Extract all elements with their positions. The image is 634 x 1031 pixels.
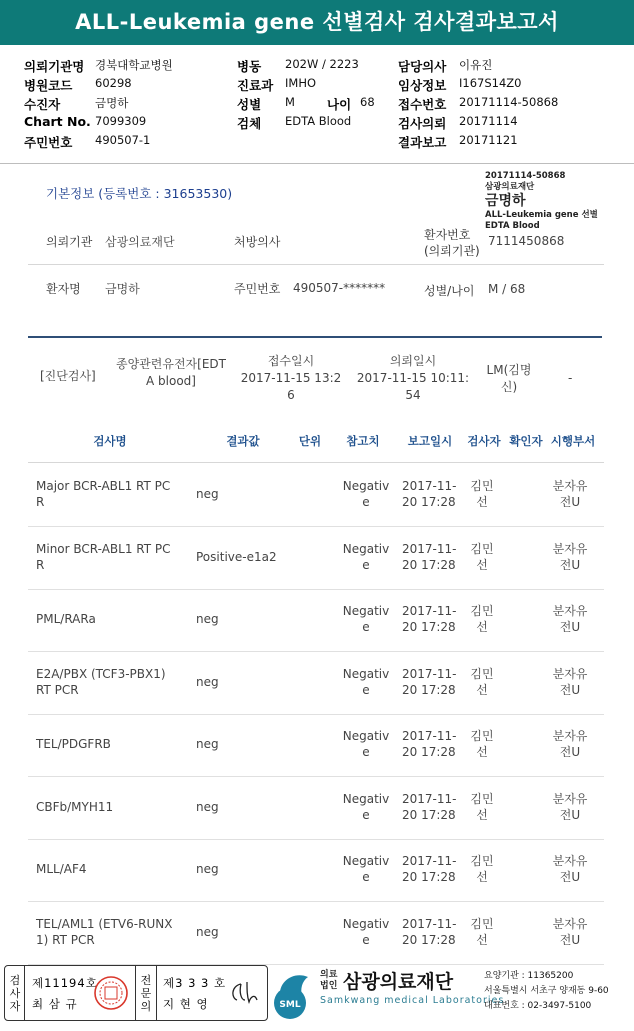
report-time-line: 20 17:28	[402, 495, 456, 509]
result-value-line: neg	[196, 674, 219, 689]
test-name	[36, 541, 186, 573]
report-time	[402, 541, 458, 573]
tester-name	[470, 853, 494, 885]
header-value: 202W / 2223	[285, 57, 359, 71]
sex-age-label: 성별/나이	[424, 284, 475, 298]
header-label: 진료과	[237, 78, 274, 93]
tester-name-line: 김민	[470, 729, 494, 743]
test-name-line: CBFb/MYH11	[36, 799, 114, 814]
diag-test	[116, 356, 226, 390]
reference-value-line: e	[362, 870, 370, 884]
department	[550, 478, 590, 510]
tester-name-line: 김민	[470, 604, 494, 618]
department-line: 전U	[559, 870, 581, 884]
signature-icon	[227, 978, 263, 1008]
tester-name	[470, 916, 494, 948]
header-label: 병동	[237, 59, 262, 74]
header-value: EDTA Blood	[285, 114, 352, 128]
result-value	[196, 799, 219, 815]
department-line: 분자유	[552, 541, 588, 556]
header-label: 검사의뢰	[398, 116, 447, 131]
department-line: 전U	[559, 807, 581, 822]
sex-age-value: M / 68	[488, 282, 526, 296]
report-time-line: 2017-11-	[402, 729, 457, 743]
tester-name-line: 선	[476, 932, 488, 947]
header-label: 성별	[237, 97, 262, 112]
department-line: 전U	[559, 557, 581, 572]
verifier-license: 제3 3 3 호	[163, 976, 227, 990]
report-time-line: 2017-11-	[402, 916, 457, 931]
reference-value	[342, 541, 390, 573]
department	[550, 853, 590, 885]
reference-value-line: e	[362, 932, 370, 947]
department	[550, 666, 590, 698]
result-value-line: neg	[196, 862, 219, 876]
table-row	[0, 590, 634, 652]
label-specimen: EDTA Blood	[485, 221, 540, 231]
reference-value-line: e	[362, 682, 370, 697]
header-label: 나이	[327, 97, 352, 112]
report-header	[0, 48, 634, 168]
diag-received	[239, 353, 343, 404]
divider	[24, 966, 25, 1020]
header-label: 주민번호	[24, 135, 73, 150]
department-line: 분자유	[552, 854, 588, 868]
test-name-line: RT PCR	[36, 682, 79, 697]
tester-name-line: 선	[476, 682, 488, 697]
tester-name-line: 선	[476, 495, 488, 509]
diag-requested-line: 2017-11-15 10:11:	[356, 371, 470, 385]
patient-no-value: 7111450868	[488, 234, 565, 248]
department-line: 전U	[559, 932, 581, 947]
report-time-line: 20 17:28	[402, 682, 456, 697]
header-value: 이유진	[459, 58, 493, 72]
report-time-line: 2017-11-	[402, 854, 457, 868]
result-value	[196, 736, 219, 752]
header-divider	[0, 163, 634, 164]
header-value: 20171114-50868	[459, 95, 559, 109]
org-type-line: 의료	[320, 970, 338, 980]
result-value-line: Positive-e1a2	[196, 549, 277, 564]
diag-reporter	[482, 362, 536, 396]
result-value	[196, 924, 219, 940]
reference-value-line: e	[362, 807, 370, 822]
divider	[28, 264, 604, 265]
header-value: 20171114	[459, 114, 518, 128]
col-verifier: 확인자	[509, 434, 543, 448]
table-row	[0, 653, 634, 715]
tester-name-line: 선	[476, 745, 488, 759]
report-time-line: 20 17:28	[402, 932, 456, 947]
reference-value-line: Negativ	[342, 604, 390, 618]
tester-name	[470, 603, 494, 635]
divider	[135, 966, 136, 1020]
tester-name	[470, 791, 494, 823]
header-label: 검체	[237, 116, 262, 131]
header-label: 접수번호	[398, 97, 447, 112]
label-receipt-no: 20171114-50868	[485, 171, 566, 181]
department-line: 전U	[559, 745, 581, 759]
header-label: 임상정보	[398, 78, 447, 93]
reference-value-line: Negativ	[342, 916, 390, 931]
sml-logo-icon	[272, 967, 318, 1021]
divider	[156, 966, 157, 1020]
department-line: 전U	[559, 495, 581, 509]
header-value: 20171121	[459, 133, 518, 147]
tester-name-line: 김민	[470, 541, 494, 556]
reference-value	[342, 728, 390, 760]
header-value: I167S14Z0	[459, 76, 522, 90]
diag-dash: -	[568, 371, 573, 385]
result-value-line: neg	[196, 924, 219, 939]
tester-name-line: 선	[476, 870, 488, 884]
col-tester: 검사자	[467, 434, 501, 448]
report-time-line: 20 17:28	[402, 807, 456, 822]
department-line: 전U	[559, 682, 581, 697]
diag-received-line: 6	[287, 388, 295, 402]
col-report-time: 보고일시	[407, 434, 453, 448]
header-value: 60298	[95, 76, 132, 90]
reference-value-line: e	[362, 495, 370, 509]
department	[550, 728, 590, 760]
tester-vertical-label	[8, 974, 22, 1013]
patient-no-label-2: (의뢰기관)	[424, 244, 480, 258]
test-name	[36, 478, 186, 510]
report-time-line: 2017-11-	[402, 541, 457, 556]
test-name-line: PML/RARa	[36, 612, 96, 626]
patient-no-label: 환자번호	[424, 228, 471, 242]
patient-label: 환자명	[46, 282, 81, 296]
tester-name-line: 김민	[470, 791, 494, 806]
tester-name	[470, 666, 494, 698]
header-value: 490507-1	[95, 133, 151, 147]
report-time-line: 2017-11-	[402, 666, 457, 681]
department-line: 분자유	[552, 916, 588, 931]
department	[550, 791, 590, 823]
tester-name-line: 선	[476, 807, 488, 822]
col-result: 결과값	[226, 434, 260, 448]
org-type-line: 법인	[320, 981, 338, 991]
test-name-line: Major BCR-ABL1 RT PC	[36, 479, 171, 493]
report-time-line: 20 17:28	[402, 870, 456, 884]
report-title: ALL-Leukemia gene 선별검사 검사결과보고서	[0, 0, 634, 45]
basic-info-title: 기본정보 (등록번호 : 31653530)	[46, 186, 233, 201]
vertical-char: 검사자	[9, 974, 21, 1013]
result-value-line: neg	[196, 487, 219, 501]
header-label: Chart No.	[24, 114, 91, 129]
reference-value	[342, 853, 390, 885]
department	[550, 916, 590, 948]
test-name-line: E2A/PBX (TCF3-PBX1)	[36, 666, 166, 681]
diag-category: [진단검사]	[40, 369, 96, 383]
reference-value-line: Negativ	[342, 479, 390, 493]
header-label: 의뢰기관명	[24, 59, 85, 74]
reference-value-line: e	[362, 557, 370, 572]
diag-requested-label: 의뢰일시	[389, 354, 437, 368]
report-time-line: 2017-11-	[402, 479, 457, 493]
report-time	[402, 603, 458, 635]
resident-value: 490507-*******	[293, 281, 386, 295]
test-name-line: 1) RT PCR	[36, 932, 95, 947]
header-label: 병원코드	[24, 78, 73, 93]
diag-received-label: 접수일시	[267, 354, 315, 368]
org-type	[320, 970, 337, 992]
test-name-line: Minor BCR-ABL1 RT PC	[36, 541, 171, 556]
tester-name-line: 선	[476, 557, 488, 572]
tester-name-line: 김민	[470, 479, 494, 493]
report-time-line: 20 17:28	[402, 620, 456, 634]
verifier-vertical-label	[139, 974, 153, 1013]
tester-name: 최 삼 규	[32, 997, 78, 1011]
vertical-char: 전문의	[140, 974, 152, 1013]
tester-name-line: 김민	[470, 666, 494, 681]
result-value	[196, 549, 277, 565]
label-test: ALL-Leukemia gene 선별	[485, 210, 598, 220]
patient-value: 금명하	[105, 282, 140, 296]
report-time	[402, 791, 458, 823]
test-name	[36, 736, 186, 752]
result-value	[196, 611, 219, 627]
label-org: 삼광의료재단	[485, 182, 535, 192]
tester-name	[470, 728, 494, 760]
tester-name-line: 김민	[470, 916, 494, 931]
header-label: 결과보고	[398, 135, 447, 150]
diag-requested-line: 54	[405, 388, 421, 402]
table-row	[0, 528, 634, 590]
header-value: 경북대학교병원	[95, 58, 173, 72]
diag-received-line: 2017-11-15 13:2	[240, 371, 342, 385]
table-row	[0, 465, 634, 527]
signature-box	[4, 965, 268, 1021]
reference-value-line: e	[362, 620, 370, 634]
department-line: 전U	[559, 620, 581, 634]
col-dept: 시행부서	[550, 434, 596, 448]
test-name-line: TEL/PDGFRB	[36, 737, 111, 751]
department-line: 분자유	[552, 791, 588, 806]
header-value: 7099309	[95, 114, 147, 128]
result-value	[196, 674, 219, 690]
test-name	[36, 861, 186, 877]
reference-value-line: Negativ	[342, 854, 390, 868]
institution-value: 삼광의료재단	[105, 235, 175, 249]
specimen-label	[485, 171, 634, 232]
test-name-line: R	[36, 495, 45, 509]
result-value-line: neg	[196, 737, 219, 751]
reference-value	[342, 603, 390, 635]
result-value-line: neg	[196, 799, 219, 814]
institution-label: 의뢰기관	[46, 235, 93, 249]
result-value	[196, 861, 219, 877]
table-row	[0, 778, 634, 840]
contact-line: 서울특별시 서초구 양재동 9-60	[484, 986, 609, 996]
table-header-divider	[28, 462, 604, 463]
header-value: 68	[360, 95, 375, 109]
department	[550, 541, 590, 573]
report-time-line: 2017-11-	[402, 791, 457, 806]
header-label: 수진자	[24, 97, 61, 112]
org-english-name: Samkwang medical Laboratories	[320, 995, 505, 1006]
reference-value-line: Negativ	[342, 541, 390, 556]
test-name-line: MLL/AF4	[36, 862, 87, 876]
reference-value-line: Negativ	[342, 791, 390, 806]
reference-value-line: e	[362, 745, 370, 759]
contact-line: 대표번호 : 02-3497-5100	[484, 1001, 592, 1011]
test-name	[36, 799, 186, 815]
sml-text: SML	[279, 1000, 301, 1010]
report-time	[402, 916, 458, 948]
contact-line: 요양기관 : 11365200	[484, 971, 574, 981]
org-contact	[484, 969, 609, 1014]
table-row	[0, 715, 634, 777]
resident-label: 주민번호	[234, 282, 281, 296]
col-reference: 참고치	[346, 434, 380, 448]
verifier-name: 지 현 영	[163, 997, 209, 1011]
col-test: 검사명	[93, 434, 127, 448]
tester-license: 제11194호	[32, 976, 98, 990]
label-patient: 금명하	[485, 193, 526, 209]
tester-name-line: 선	[476, 620, 488, 634]
seal-icon	[93, 975, 129, 1011]
test-name-line: TEL/AML1 (ETV6-RUNX	[36, 916, 173, 931]
test-name	[36, 666, 186, 698]
reference-value-line: Negativ	[342, 666, 390, 681]
reference-value-line: Negativ	[342, 729, 390, 743]
diag-reporter-line: LM(김명	[486, 363, 532, 377]
table-row	[0, 903, 634, 965]
reference-value	[342, 791, 390, 823]
tester-name	[470, 478, 494, 510]
report-time-line: 20 17:28	[402, 557, 456, 572]
diag-test-line: 종양관련유전자[EDT	[116, 357, 226, 371]
section-divider	[28, 336, 602, 338]
report-time	[402, 478, 458, 510]
report-time	[402, 728, 458, 760]
tester-name-line: 김민	[470, 854, 494, 868]
report-time-line: 2017-11-	[402, 604, 457, 618]
col-unit: 단위	[298, 434, 322, 448]
test-name-line: R	[36, 557, 45, 572]
test-name	[36, 916, 186, 948]
header-value: IMHO	[285, 76, 317, 90]
diag-reporter-line: 신)	[500, 380, 518, 394]
header-value: M	[285, 95, 295, 109]
test-name	[36, 611, 186, 627]
result-value	[196, 486, 219, 502]
report-time	[402, 666, 458, 698]
tester-name	[470, 541, 494, 573]
reference-value	[342, 478, 390, 510]
department-line: 분자유	[552, 666, 588, 681]
reference-value	[342, 916, 390, 948]
department-line: 분자유	[552, 604, 588, 618]
header-value: 금명하	[95, 96, 129, 110]
header-label: 담당의사	[398, 59, 447, 74]
diag-requested	[354, 353, 472, 404]
report-time-line: 20 17:28	[402, 745, 456, 759]
department-line: 분자유	[552, 479, 588, 493]
department-line: 분자유	[552, 729, 588, 743]
table-row	[0, 840, 634, 902]
doctor-label: 처방의사	[234, 235, 281, 249]
reference-value	[342, 666, 390, 698]
result-value-line: neg	[196, 612, 219, 626]
report-time	[402, 853, 458, 885]
diag-test-line: A blood]	[146, 374, 196, 388]
org-name: 삼광의료재단	[343, 971, 454, 993]
department	[550, 603, 590, 635]
